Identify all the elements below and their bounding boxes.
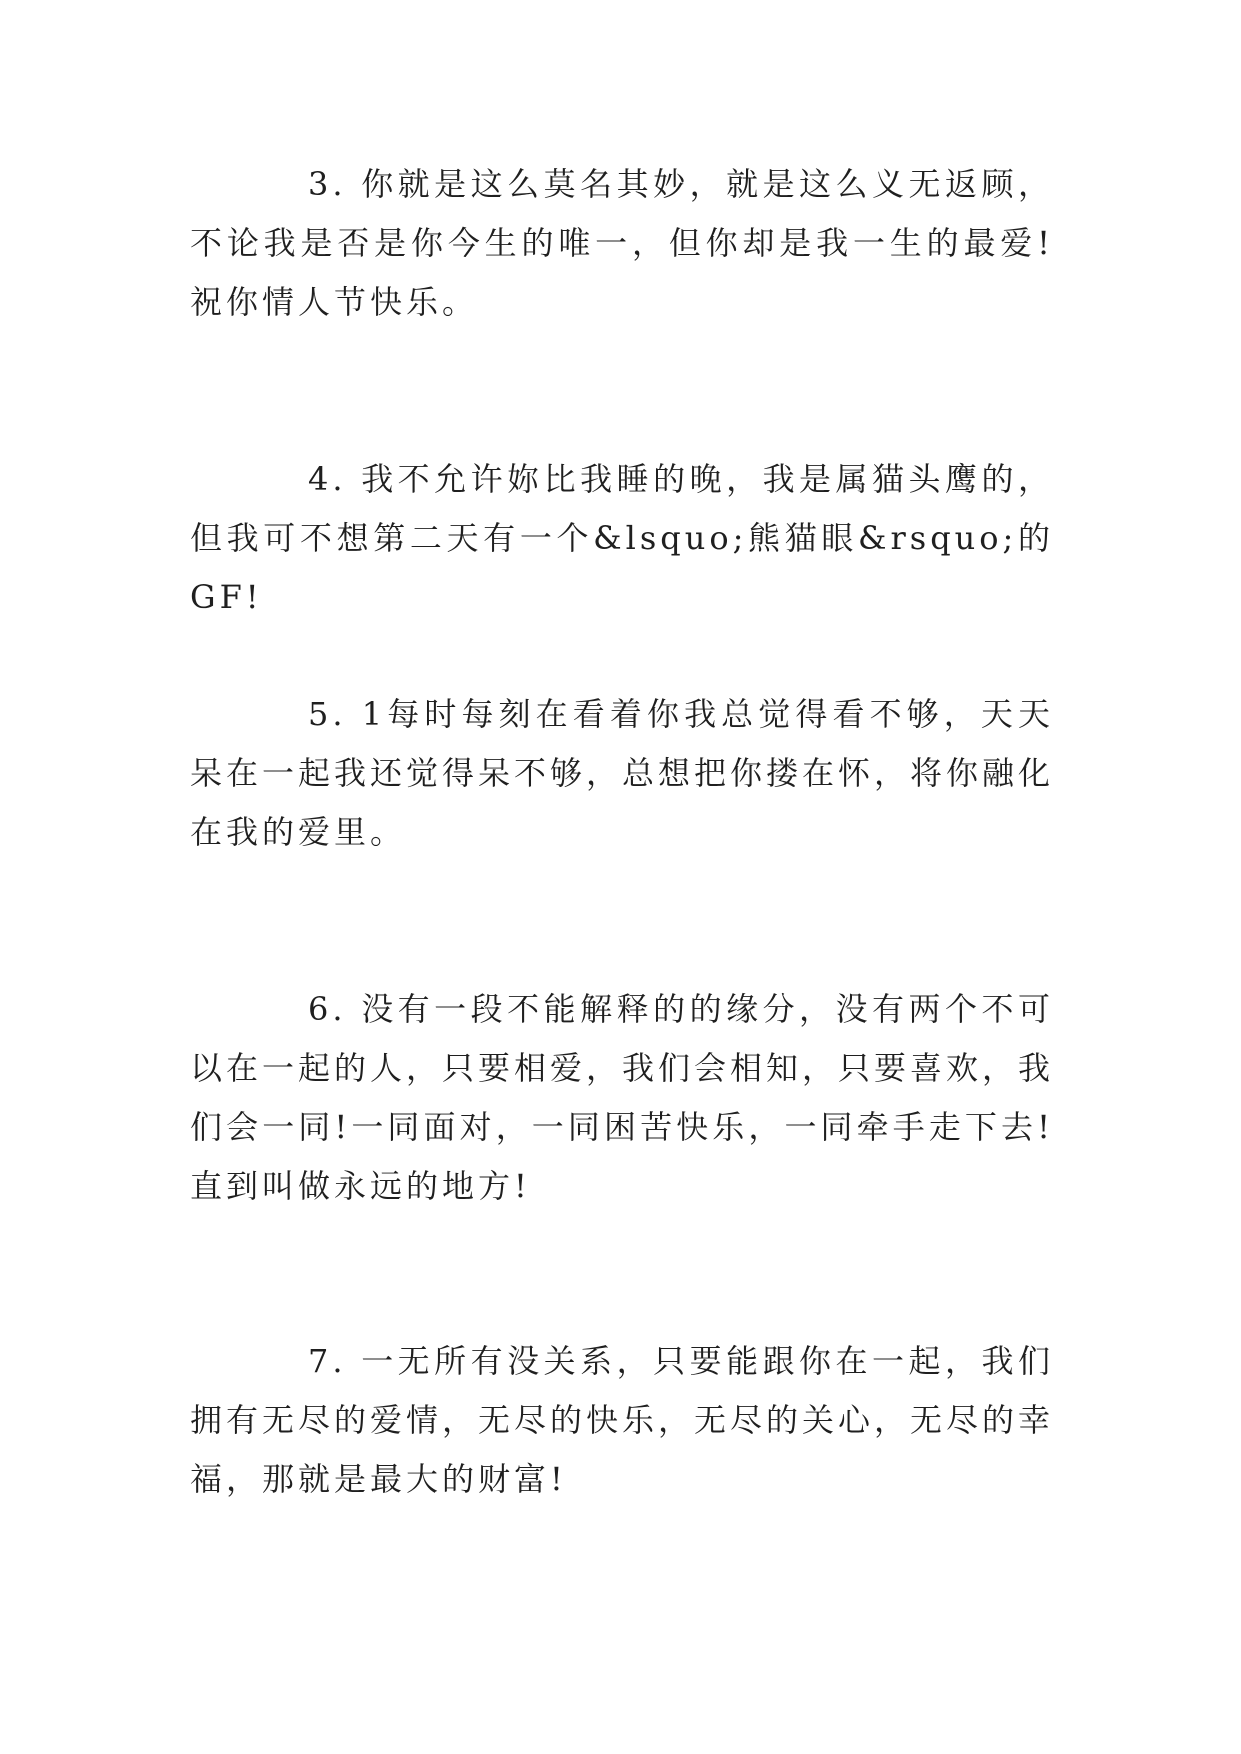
- paragraph-6: 6. 没有一段不能解释的的缘分，没有两个不可以在一起的人，只要相爱，我们会相知，只要喜欢，我们会一同!一同面对，一同困苦快乐，一同牵手走下去!直到叫做永远的地方!: [190, 990, 1055, 1205]
- paragraph-7: 7. 一无所有没关系，只要能跟你在一起，我们拥有无尽的爱情，无尽的快乐，无尽的关心，无尽的幸福，那就是最大的财富!: [190, 1342, 1055, 1498]
- paragraph-4: 4. 我不允许妳比我睡的晚，我是属猫头鹰的，但我可不想第二天有一个&lsquo;熊猫眼&rsquo;的GF!: [190, 460, 1054, 616]
- paragraph-3: 3. 你就是这么莫名其妙，就是这么义无返顾，不论我是否是你今生的唯一，但你却是我一生的最爱!祝你情人节快乐。: [190, 165, 1054, 321]
- paragraph-5: 5. 1每时每刻在看着你我总觉得看不够，天天呆在一起我还觉得呆不够，总想把你搂在怀，将你融化在我的爱里。: [190, 695, 1055, 851]
